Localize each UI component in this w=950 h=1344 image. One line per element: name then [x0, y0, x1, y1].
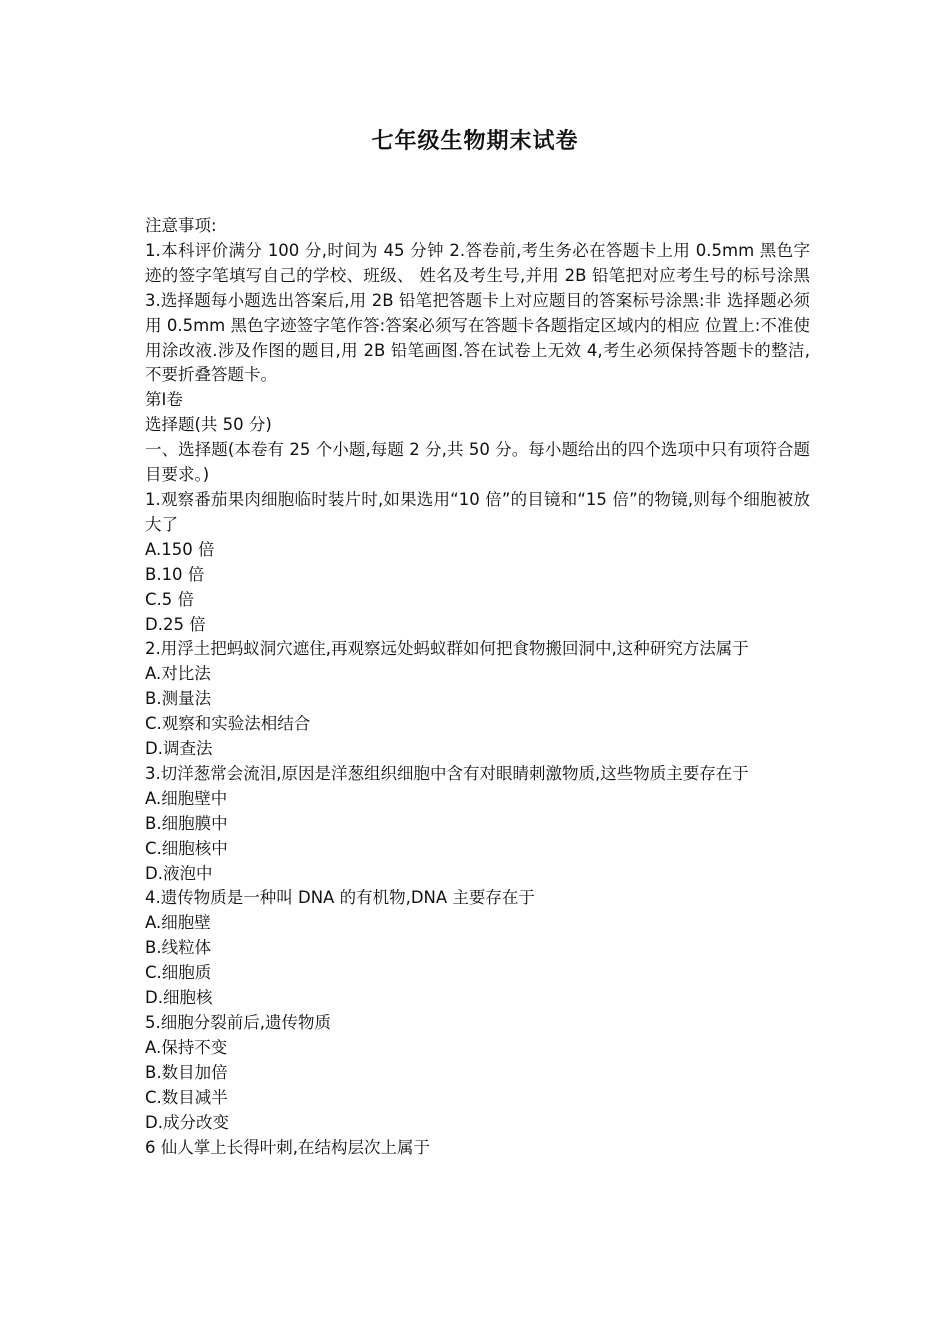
notes-body: 1.本科评价满分 100 分,时间为 45 分钟 2.答卷前,考生务必在答题卡上用 0.5mm 黑色字迹的签字笔填写自己的学校、班级、 姓名及考生号,并用 2B 铅笔把对应考生号的标号涂黑 3.选择题每小题选出答案后,用 2B 铅笔把答题卡上对应题目的答案标号涂黑:非 选择题必须用 0.5mm 黑色字迹签字笔作答:答案必须写在答题卡各题指定区域内的相应 位置上:不准使用涂改液.涉及作图的题目,用 2B 铅笔画图.答在试卷上无效 4,考生必须保持答题卡的整洁,不要折叠答题卡。 [145, 240, 810, 385]
question-option: D.调查法 [145, 739, 213, 759]
question-option: C.细胞核中 [145, 838, 228, 858]
question-option: C.细胞质 [145, 963, 212, 983]
question-option: C.观察和实验法相结合 [145, 714, 311, 734]
section-instruction: 一、选择题(本卷有 25 个小题,每题 2 分,共 50 分。每小题给出的四个选项中只有项符合题目要求。) [145, 440, 810, 485]
question-5 [145, 1011, 810, 1136]
question-stem: 2.用浮土把蚂蚁洞穴遮住,再观察远处蚂蚁群如何把食物搬回洞中,这种研究方法属于 [145, 639, 749, 659]
question-option: B.线粒体 [145, 938, 212, 958]
question-option: B.细胞膜中 [145, 813, 228, 833]
document-title: 七年级生物期末试卷 [371, 128, 579, 154]
question-option: D.成分改变 [145, 1112, 229, 1132]
section-label: 选择题(共 50 分) [145, 415, 272, 435]
question-stem: 3.切洋葱常会流泪,原因是洋葱组织细胞中含有对眼睛刺激物质,这些物质主要存在于 [145, 763, 749, 783]
question-stem: 4.遗传物质是一种叫 DNA 的有机物,DNA 主要存在于 [145, 888, 535, 908]
volume-label: 第Ⅰ卷 [145, 390, 183, 410]
document-body [145, 214, 810, 1160]
question-3 [145, 762, 810, 887]
question-2 [145, 637, 810, 762]
question-option: A.150 倍 [145, 539, 215, 559]
question-option: A.保持不变 [145, 1037, 228, 1057]
question-option: B.10 倍 [145, 564, 205, 584]
question-option: A.细胞壁 [145, 913, 211, 933]
question-option: D.25 倍 [145, 614, 206, 634]
question-option: D.细胞核 [145, 988, 213, 1008]
question-option: A.对比法 [145, 664, 211, 684]
notes-heading: 注意事项: [145, 216, 217, 235]
question-1 [145, 488, 810, 637]
question-stem: 1.观察番茄果肉细胞临时装片时,如果选用“10 倍”的目镜和“15 倍”的物镜,则每个细胞被放大了 [145, 489, 810, 534]
question-option: D.液泡中 [145, 863, 213, 883]
question-option: C.5 倍 [145, 589, 195, 609]
question-stem: 5.细胞分裂前后,遗传物质 [145, 1013, 331, 1032]
question-stem: 6 仙人掌上长得叶刺,在结构层次上属于 [145, 1137, 430, 1157]
question-option: C.数目减半 [145, 1087, 228, 1107]
question-option: A.细胞壁中 [145, 788, 228, 808]
question-option: B.测量法 [145, 689, 212, 709]
question-4 [145, 886, 810, 1011]
question-6 [145, 1136, 810, 1161]
question-option: B.数目加倍 [145, 1062, 228, 1082]
